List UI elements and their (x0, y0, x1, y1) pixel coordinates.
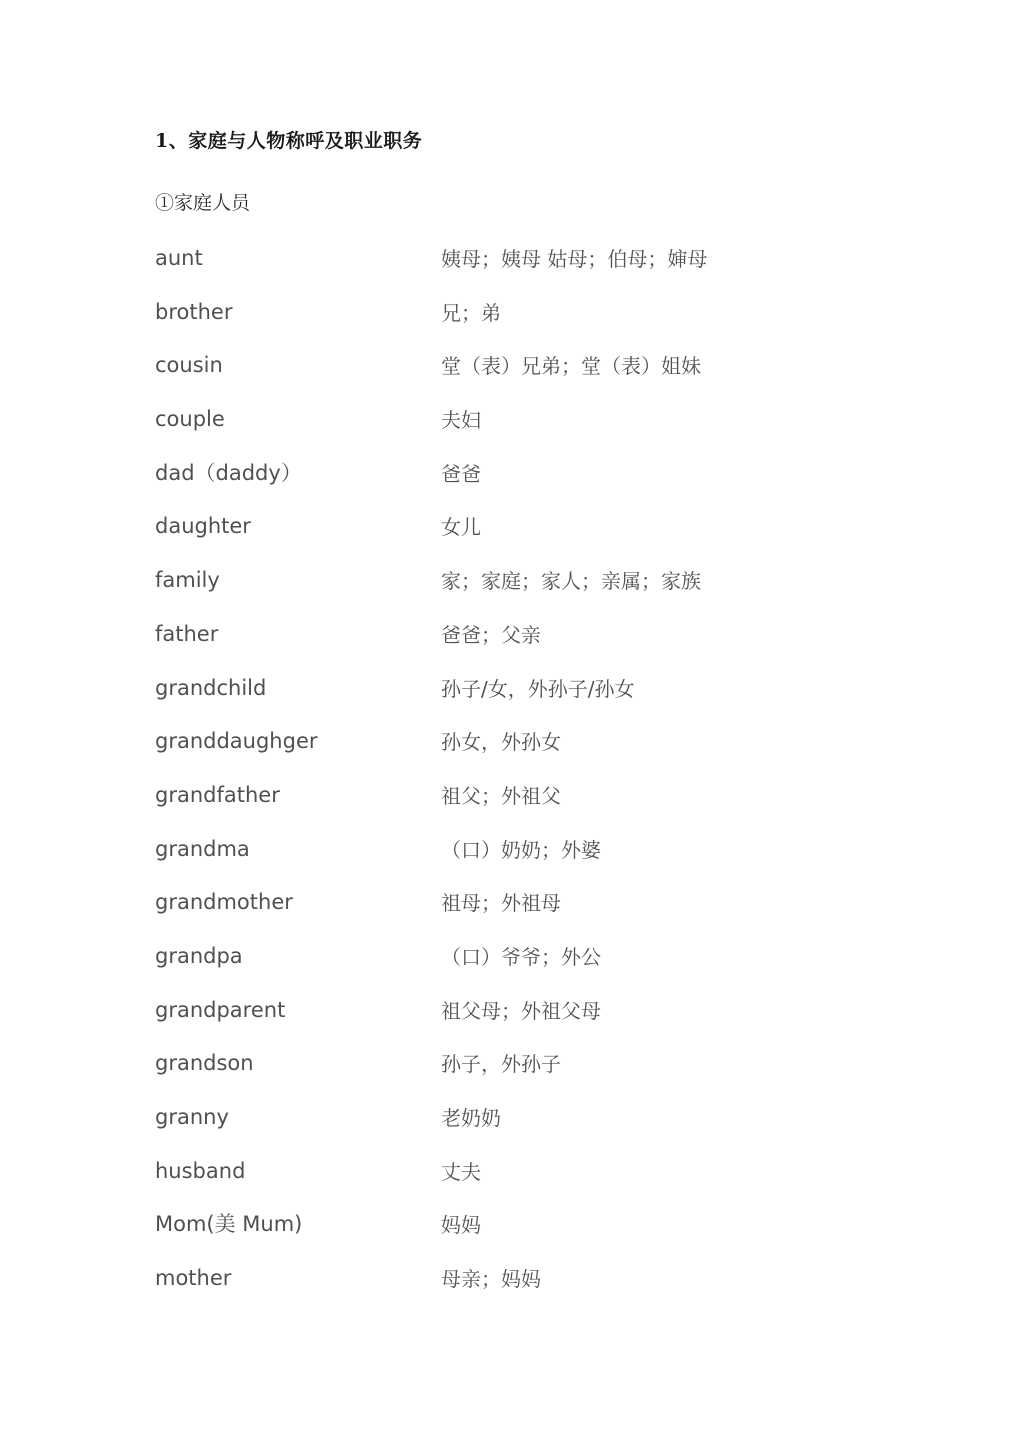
vocab-english: family (155, 568, 220, 593)
vocab-row (155, 349, 855, 403)
vocab-english: granny (155, 1105, 229, 1129)
vocab-row (155, 403, 855, 457)
vocab-row (155, 564, 855, 618)
vocab-english: brother (155, 299, 233, 324)
vocab-english: couple (155, 407, 225, 432)
vocab-english: father (155, 621, 219, 646)
vocab-english: mother (155, 1266, 232, 1291)
vocabulary-list (155, 242, 855, 1316)
vocab-row (155, 1262, 855, 1316)
vocab-english: aunt (155, 246, 203, 270)
vocab-english: husband (155, 1158, 246, 1183)
vocab-row (155, 994, 855, 1048)
vocab-row (155, 886, 855, 940)
vocab-english: grandparent (155, 997, 286, 1022)
vocab-chinese: （口）爷爷；外公 (441, 944, 601, 969)
subsection-title: ①家庭人员 (155, 192, 251, 214)
vocab-chinese: 孙子/女，外孙子/孙女 (441, 676, 635, 701)
vocab-english: grandpa (155, 943, 243, 968)
vocab-chinese: 孙子，外孙子 (441, 1052, 561, 1077)
vocab-english: grandmother (155, 890, 293, 915)
vocab-english: granddaughger (155, 729, 318, 754)
vocab-chinese: 母亲；妈妈 (441, 1267, 541, 1292)
vocab-chinese: 爸爸；父亲 (441, 622, 541, 647)
vocab-row (155, 672, 855, 726)
vocab-row (155, 1155, 855, 1209)
vocab-row (155, 1208, 855, 1262)
vocab-english: grandma (155, 836, 250, 861)
vocab-chinese: 姨母；姨母 姑母；伯母；婶母 (441, 247, 708, 271)
vocab-chinese: 老奶奶 (441, 1106, 501, 1130)
vocab-english: cousin (155, 353, 223, 378)
vocab-chinese: 祖父母；外祖父母 (441, 998, 601, 1023)
vocab-chinese: 爸爸 (441, 461, 481, 486)
vocab-row (155, 1047, 855, 1101)
vocab-english: dad（daddy） (155, 460, 302, 485)
vocab-english: grandchild (155, 675, 267, 700)
vocab-english: daughter (155, 514, 251, 539)
vocab-row (155, 296, 855, 350)
vocab-row (155, 940, 855, 994)
vocab-chinese: 堂（表）兄弟；堂（表）姐妹 (441, 354, 701, 379)
vocab-chinese: 女儿 (441, 515, 481, 540)
vocab-row (155, 510, 855, 564)
vocab-chinese: 家；家庭；家人；亲属；家族 (441, 569, 701, 594)
vocab-chinese: 兄；弟 (441, 300, 501, 325)
vocab-row (155, 1101, 855, 1155)
vocab-english: grandfather (155, 782, 280, 807)
vocab-row (155, 457, 855, 511)
vocab-chinese: 夫妇 (441, 408, 481, 433)
section-title: 1、家庭与人物称呼及职业职务 (155, 130, 423, 152)
vocab-chinese: （口）奶奶；外婆 (441, 837, 601, 862)
vocab-row (155, 242, 855, 296)
vocab-chinese: 祖母；外祖母 (441, 891, 561, 916)
vocab-row (155, 725, 855, 779)
vocab-chinese: 妈妈 (441, 1213, 481, 1238)
vocab-chinese: 孙女，外孙女 (441, 730, 561, 755)
vocab-english: grandson (155, 1051, 254, 1076)
vocab-row (155, 833, 855, 887)
vocab-row (155, 618, 855, 672)
vocab-chinese: 丈夫 (441, 1159, 481, 1184)
vocab-english: Mom(美 Mum) (155, 1212, 303, 1237)
vocab-row (155, 779, 855, 833)
vocab-chinese: 祖父；外祖父 (441, 783, 561, 808)
